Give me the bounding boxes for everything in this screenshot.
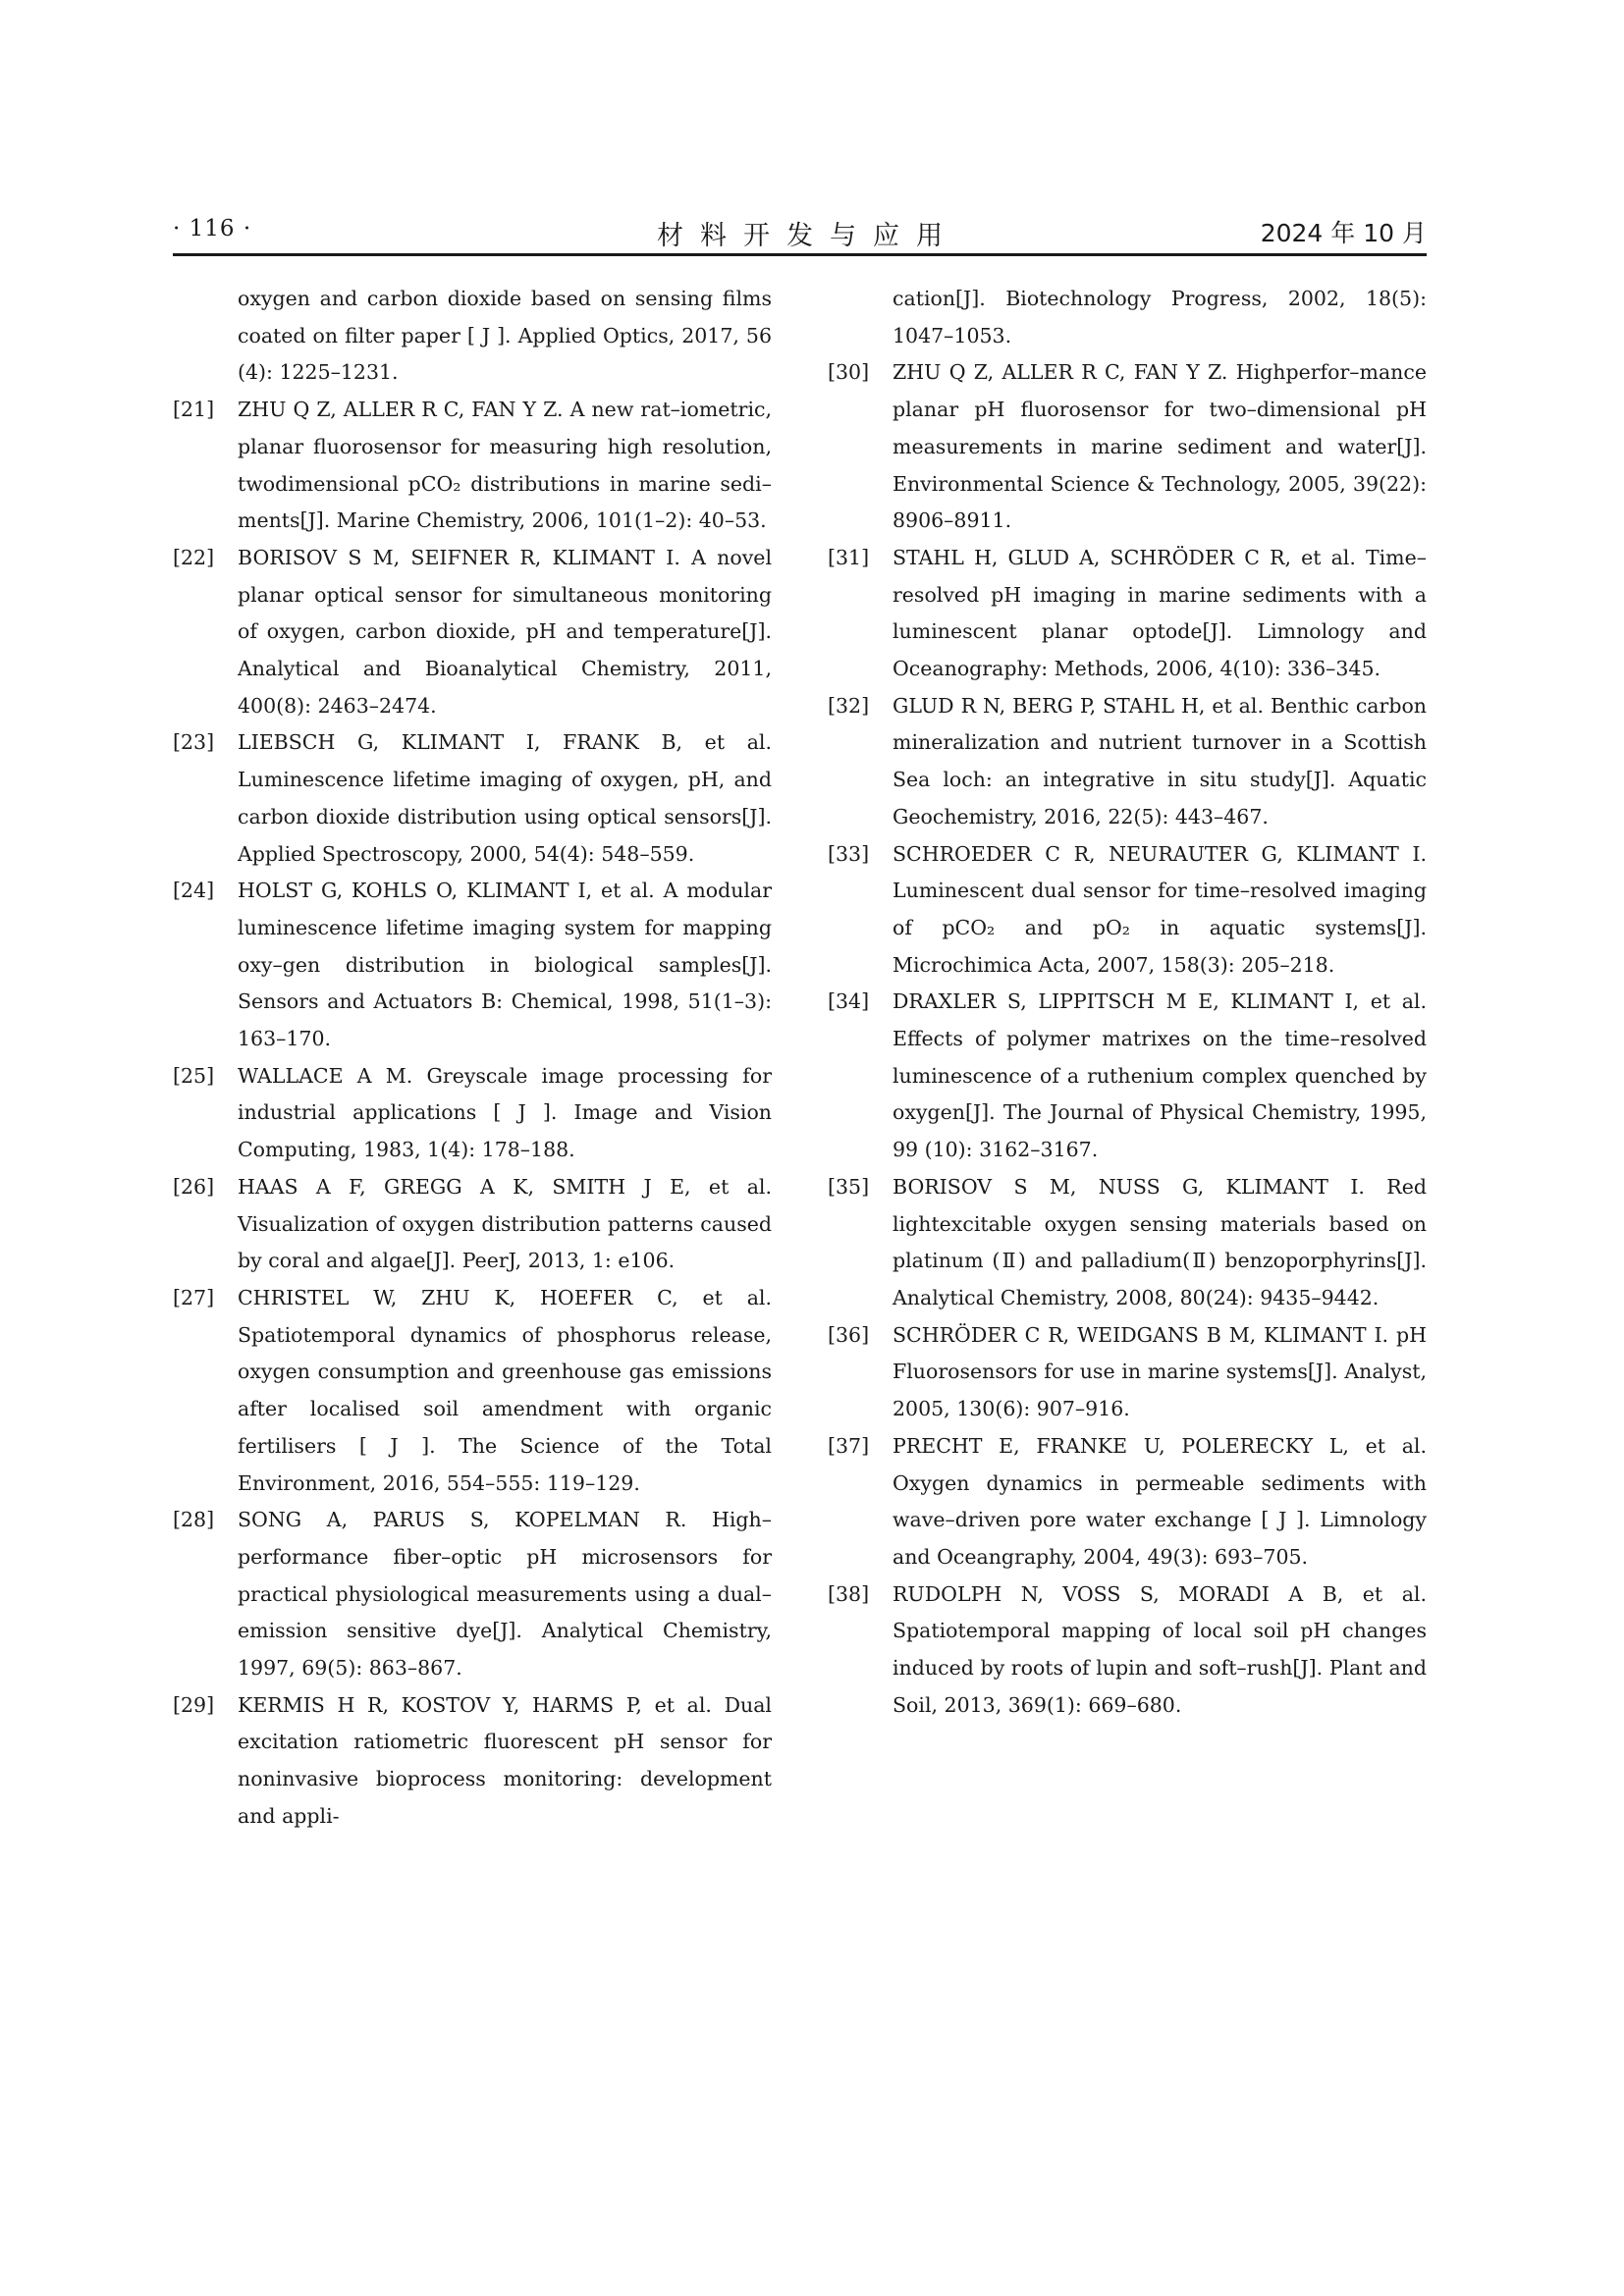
reference-number: [23] (173, 730, 215, 755)
reference-text: SONG A, PARUS S, KOPELMAN R. High–performance fiber–optic pH microsensors for practical physiological measurements using a dual–emission sensitive dye[J]. Analytical Chemistry, 1997, 69(5): 863–867. (238, 1508, 772, 1681)
reference-text: GLUD R N, BERG P, STAHL H, et al. Benthic carbon mineralization and nutrient turnover in a Scottish Sea loch: an integrative in situ study[J]. Aquatic Geochemistry, 2016, 22(5): 443–467. (893, 693, 1427, 828)
reference-text: LIEBSCH G, KLIMANT I, FRANK B, et al. Luminescence lifetime imaging of oxygen, pH, and carbon dioxide distribution using optical sensors[J]. Applied Spectroscopy, 2000, 54(4): 548–559. (238, 730, 772, 866)
reference-item (173, 1280, 772, 1502)
reference-item (173, 1169, 772, 1280)
reference-item (828, 836, 1427, 985)
reference-item (173, 873, 772, 1058)
reference-number: [27] (173, 1285, 215, 1309)
reference-number: [24] (173, 879, 215, 903)
reference-text: RUDOLPH N, VOSS S, MORADI A B, et al. Spatiotemporal mapping of local soil pH changes induced by roots of lupin and soft–rush[J]. Plant and Soil, 2013, 369(1): 669–680. (893, 1581, 1427, 1717)
reference-item (828, 1576, 1427, 1725)
reference-item (828, 354, 1427, 540)
reference-text: SCHRÖDER C R, WEIDGANS B M, KLIMANT I. pH Fluorosensors for use in marine systems[J]. Analyst, 2005, 130(6): 907–916. (893, 1322, 1427, 1421)
reference-item (173, 1687, 772, 1836)
reference-text: cation[J]. Biotechnology Progress, 2002, 18(5): 1047–1053. (893, 287, 1427, 347)
header-rule (173, 253, 1427, 256)
left-column (173, 281, 772, 1836)
reference-text: KERMIS H R, KOSTOV Y, HARMS P, et al. Dual excitation ratiometric fluorescent pH sensor for noninvasive bioprocess monitoring: development and appli- (238, 1692, 772, 1828)
reference-text: oxygen and carbon dioxide based on sensing films coated on filter paper [ J ]. Applied Optics, 2017, 56 (4): 1225–1231. (238, 287, 772, 385)
reference-text: PRECHT E, FRANKE U, POLERECKY L, et al. Oxygen dynamics in permeable sediments with wave–driven pore water exchange [ J ]. Limnology and Oceangraphy, 2004, 49(3): 693–705. (893, 1433, 1427, 1569)
reference-number: [30] (828, 360, 870, 385)
reference-number: [34] (828, 989, 870, 1014)
reference-item (173, 724, 772, 873)
reference-text: ZHU Q Z, ALLER R C, FAN Y Z. A new rat–iometric, planar fluorosensor for measuring high resolution, twodimensional pCO₂ distributions in marine sedi–ments[J]. Marine Chemistry, 2006, 101(1–2): 40–53. (238, 398, 772, 533)
reference-text: WALLACE A M. Greyscale image processing for industrial applications [ J ]. Image and Vision Computing, 1983, 1(4): 178–188. (238, 1063, 772, 1162)
reference-number: [37] (828, 1433, 870, 1458)
reference-text: SCHROEDER C R, NEURAUTER G, KLIMANT I. Luminescent dual sensor for time–resolved imaging of pCO₂ and pO₂ in aquatic systems[J]. Microchimica Acta, 2007, 158(3): 205–218. (893, 841, 1427, 977)
reference-item (173, 540, 772, 725)
reference-text: BORISOV S M, NUSS G, KLIMANT I. Red lightexcitable oxygen sensing materials based on platinum (Ⅱ) and palladium(Ⅱ) benzoporphyrins[J]. Analytical Chemistry, 2008, 80(24): 9435–9442. (893, 1174, 1427, 1309)
reference-item (173, 392, 772, 540)
reference-number: [25] (173, 1063, 215, 1088)
reference-item (828, 984, 1427, 1169)
reference-text: CHRISTEL W, ZHU K, HOEFER C, et al. Spatiotemporal dynamics of phosphorus release, oxygen consumption and greenhouse gas emissions after localised soil amendment with organic fertilisers [ J ]. The Science of the Total Environment, 2016, 554–555: 119–129. (238, 1285, 772, 1495)
page-number: · 116 · (173, 216, 252, 241)
reference-item (828, 688, 1427, 836)
reference-text: HAAS A F, GREGG A K, SMITH J E, et al. Visualization of oxygen distribution patterns caused by coral and algae[J]. PeerJ, 2013, 1: e106. (238, 1174, 772, 1273)
reference-number: [35] (828, 1174, 870, 1199)
reference-text: HOLST G, KOHLS O, KLIMANT I, et al. A modular luminescence lifetime imaging system for mapping oxy–gen distribution in biological samples[J]. Sensors and Actuators B: Chemical, 1998, 51(1–3): 163–170. (238, 879, 772, 1051)
reference-number: [21] (173, 398, 215, 422)
reference-number: [31] (828, 545, 870, 569)
right-column (828, 281, 1427, 1724)
page-header (173, 214, 1427, 249)
reference-text: BORISOV S M, SEIFNER R, KLIMANT I. A novel planar optical sensor for simultaneous monitoring of oxygen, carbon dioxide, pH and temperature[J]. Analytical and Bioanalytical Chemistry, 2011, 400(8): 2463–2474. (238, 545, 772, 718)
reference-item (828, 540, 1427, 688)
reference-item (828, 281, 1427, 354)
reference-text: STAHL H, GLUD A, SCHRÖDER C R, et al. Time–resolved pH imaging in marine sediments with a luminescent planar optode[J]. Limnology and Oceanography: Methods, 2006, 4(10): 336–345. (893, 545, 1427, 681)
issue-date: 2024 年 10 月 (1260, 219, 1427, 247)
reference-number: [22] (173, 545, 215, 569)
reference-item (173, 1058, 772, 1169)
reference-text: DRAXLER S, LIPPITSCH M E, KLIMANT I, et al. Effects of polymer matrixes on the time–resolved luminescence of a ruthenium complex quenched by oxygen[J]. The Journal of Physical Chemistry, 1995, 99 (10): 3162–3167. (893, 989, 1427, 1162)
reference-number: [32] (828, 693, 870, 718)
reference-number: [36] (828, 1322, 870, 1347)
reference-item (173, 1502, 772, 1687)
reference-item (828, 1317, 1427, 1428)
reference-number: [28] (173, 1508, 215, 1532)
reference-number: [38] (828, 1581, 870, 1606)
reference-number: [26] (173, 1174, 215, 1199)
reference-item (828, 1169, 1427, 1317)
reference-item (828, 1428, 1427, 1576)
reference-text: ZHU Q Z, ALLER R C, FAN Y Z. Highperfor–mance planar pH fluorosensor for two–dimensional pH measurements in marine sediment and water[J]. Environmental Science & Technology, 2005, 39(22): 8906–8911. (893, 360, 1427, 533)
journal-title: 材料开发与应用 (657, 221, 959, 251)
reference-number: [29] (173, 1692, 215, 1717)
reference-item (173, 281, 772, 392)
reference-number: [33] (828, 841, 870, 866)
